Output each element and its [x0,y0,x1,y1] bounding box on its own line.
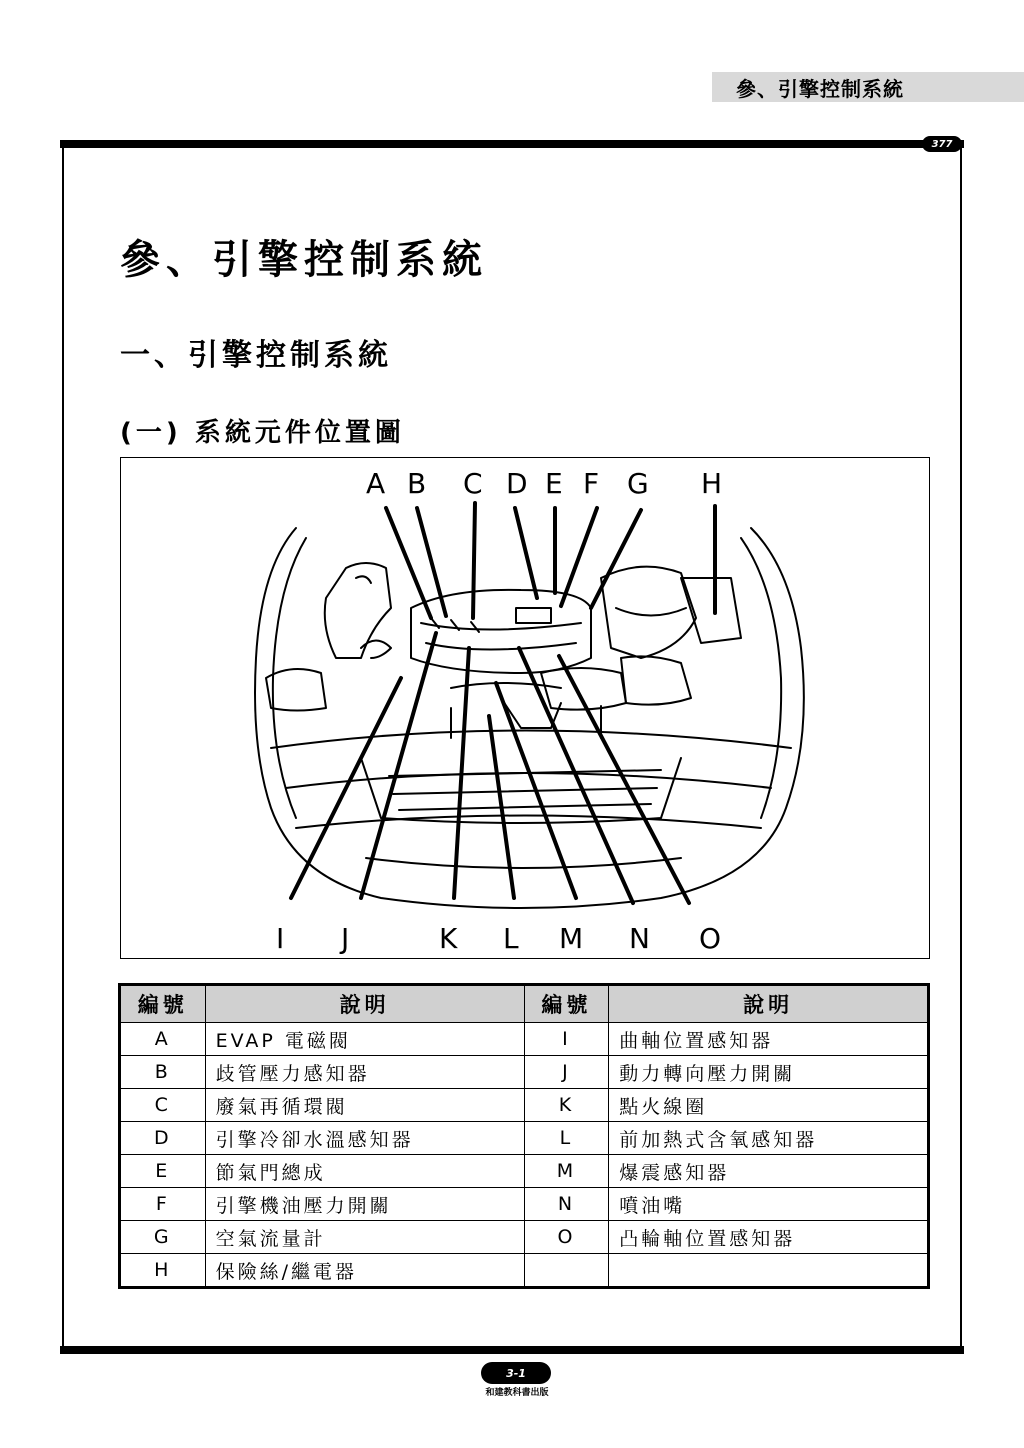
table-row [120,1056,929,1089]
label-B: B [407,467,427,500]
header-desc-right: 說明 [609,985,929,1023]
cell-desc: 保險絲/繼電器 [205,1254,524,1288]
chapter-tab: 參、引擎控制系統 [712,72,1024,102]
cell-code: B [120,1056,206,1089]
cell-code: N [524,1188,609,1221]
header-code-left: 編號 [120,985,206,1023]
cell-desc: 動力轉向壓力開關 [609,1056,929,1089]
label-G: G [627,467,649,500]
label-C: C [463,467,483,500]
component-location-diagram [120,457,930,959]
label-I: I [276,922,285,955]
label-N: N [629,922,650,955]
label-L: L [503,922,519,955]
cell-desc: 歧管壓力感知器 [205,1056,524,1089]
label-F: F [583,467,600,500]
cell-desc: 廢氣再循環閥 [205,1089,524,1122]
cell-desc: 曲軸位置感知器 [609,1023,929,1056]
table-row [120,1155,929,1188]
table-row [120,1023,929,1056]
label-D: D [506,467,528,500]
subsection-title: (一) 系統元件位置圖 [120,418,405,448]
cell-code: A [120,1023,206,1056]
cell-code: K [524,1089,609,1122]
cell-desc: 爆震感知器 [609,1155,929,1188]
engine-bay-illustration [121,458,929,958]
cell-desc: EVAP 電磁閥 [205,1023,524,1056]
label-K: K [439,922,458,955]
label-E: E [545,467,563,500]
cell-code: M [524,1155,609,1188]
header-desc-left: 說明 [205,985,524,1023]
table-row [120,1122,929,1155]
table-row [120,1254,929,1288]
label-O: O [699,922,722,955]
frame-top-bar [60,140,964,148]
label-A: A [366,467,386,500]
cell-desc: 凸輪軸位置感知器 [609,1221,929,1254]
cell-code: F [120,1188,206,1221]
label-M: M [559,922,584,955]
section-title: 一、引擎控制系統 [120,338,392,373]
frame-bottom-bar [60,1346,964,1354]
cell-desc: 噴油嘴 [609,1188,929,1221]
cell-desc: 點火線圈 [609,1089,929,1122]
table-header-row [120,985,929,1023]
table-row [120,1089,929,1122]
cell-desc: 前加熱式含氧感知器 [609,1122,929,1155]
cell-code: I [524,1023,609,1056]
cell-code: H [120,1254,206,1288]
page-number-badge: 3-1 [481,1362,551,1384]
cell-desc: 引擎機油壓力開關 [205,1188,524,1221]
table-row [120,1221,929,1254]
cell-code [524,1254,609,1288]
component-table [118,983,930,1289]
page-badge: 377 [922,136,962,152]
cell-code: C [120,1089,206,1122]
cell-code: J [524,1056,609,1089]
publisher-label: 和建教科書出版 [485,1388,549,1398]
cell-code: G [120,1221,206,1254]
label-H: H [701,467,723,500]
page-title: 參、引擎控制系統 [120,237,488,283]
cell-desc: 節氣門總成 [205,1155,524,1188]
cell-desc: 空氣流量計 [205,1221,524,1254]
cell-desc: 引擎冷卻水溫感知器 [205,1122,524,1155]
cell-code: D [120,1122,206,1155]
cell-code: O [524,1221,609,1254]
header-code-right: 編號 [524,985,609,1023]
cell-code: L [524,1122,609,1155]
table-row [120,1188,929,1221]
cell-desc [609,1254,929,1288]
label-J: J [341,922,350,955]
cell-code: E [120,1155,206,1188]
